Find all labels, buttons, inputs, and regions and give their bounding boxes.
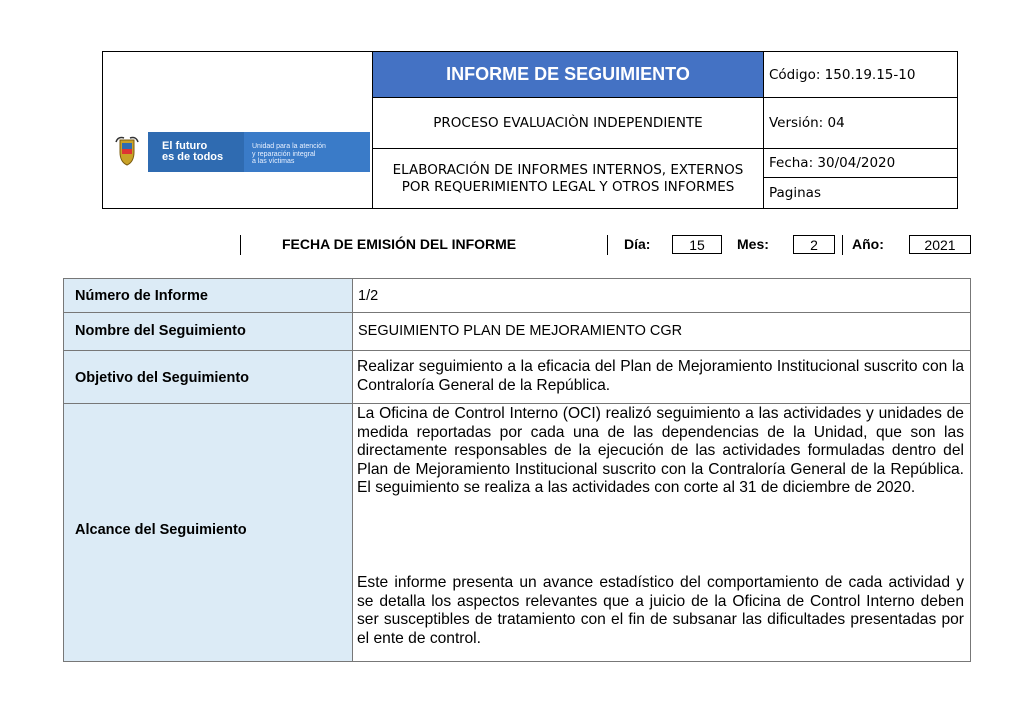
emission-date-label: FECHA DE EMISIÓN DEL INFORME bbox=[282, 236, 517, 252]
alcance-paragraph-2: Este informe presenta un avance estadístico del comportamiento de cada actividad y se detalla los aspectos relevantes que a juicio de la Oficina de Control Interno deben ser susceptibles de tratamiento con el fin de subsanar las dificultades presentadas por el ente de control. bbox=[357, 574, 964, 647]
logo-cell bbox=[103, 52, 373, 208]
logo-unit-name bbox=[244, 132, 370, 172]
month-label: Mes: bbox=[737, 236, 769, 252]
divider bbox=[240, 235, 241, 255]
report-info-table bbox=[63, 278, 971, 662]
logo-slogan bbox=[148, 132, 244, 172]
report-title: INFORME DE SEGUIMIENTO bbox=[373, 52, 763, 98]
row-divider bbox=[64, 350, 970, 351]
codigo-field: Código: 150.19.15-10 bbox=[764, 52, 957, 98]
divider bbox=[607, 235, 608, 255]
month-value: 2 bbox=[793, 235, 835, 254]
numero-value: 1/2 bbox=[358, 288, 379, 304]
row-divider bbox=[64, 403, 970, 404]
coat-of-arms-icon bbox=[106, 132, 148, 172]
logo-slogan-text: El futuro es de todos bbox=[162, 140, 224, 163]
alcance-label: Alcance del Seguimiento bbox=[75, 522, 247, 538]
row-divider bbox=[64, 312, 970, 313]
day-label: Día: bbox=[624, 236, 651, 252]
paginas-field: Paginas bbox=[769, 185, 821, 201]
fecha-field: Fecha: 30/04/2020 bbox=[764, 149, 957, 178]
objetivo-label: Objetivo del Seguimiento bbox=[75, 370, 250, 386]
elaboration-description: ELABORACIÓN DE INFORMES INTERNOS, EXTERNOS POR REQUERIMIENTO LEGAL Y OTROS INFORMES bbox=[392, 161, 744, 195]
day-value: 15 bbox=[672, 235, 722, 254]
nombre-label: Nombre del Seguimiento bbox=[75, 323, 246, 339]
alcance-paragraph-1: La Oficina de Control Interno (OCI) realizó seguimiento a las actividades y unidades de medida reportadas por cada una de las dependencias de la Unidad, que son las directamente responsables de la ejecución de las actividades formuladas dentro del Plan de Mejoramiento Institucional suscrito con la Contraloría General de la República. El seguimiento se realiza a las actividades con corte al 31 de diciembre de 2020. bbox=[357, 405, 964, 497]
logo-unit-text: Unidad para la atención y reparación integral a las víctimas bbox=[252, 143, 326, 165]
document-header-table bbox=[102, 51, 958, 209]
version-field: Versión: 04 bbox=[764, 98, 957, 149]
objetivo-value: Realizar seguimiento a la eficacia del Plan de Mejoramiento Institucional suscrito con la Contraloría General de la República. bbox=[357, 358, 964, 394]
year-label: Año: bbox=[852, 236, 884, 252]
emission-date-bar bbox=[240, 235, 972, 255]
process-name: PROCESO EVALUACIÒN INDEPENDIENTE bbox=[373, 98, 763, 149]
document-control-column bbox=[763, 52, 957, 208]
nombre-value: SEGUIMIENTO PLAN DE MEJORAMIENTO CGR bbox=[358, 323, 683, 339]
numero-label: Número de Informe bbox=[75, 288, 208, 304]
year-value: 2021 bbox=[909, 235, 971, 254]
divider bbox=[842, 235, 843, 255]
institution-logo bbox=[106, 132, 370, 172]
